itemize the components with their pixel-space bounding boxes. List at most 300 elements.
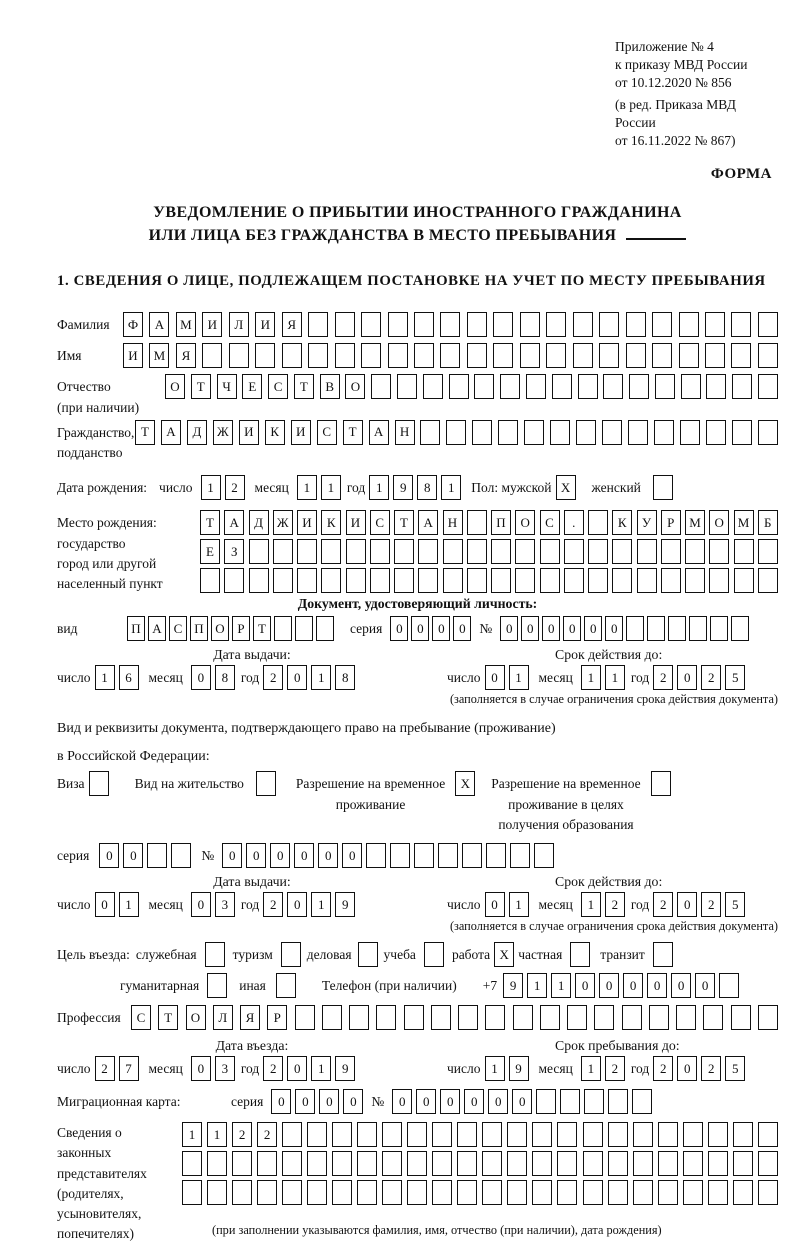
char-cell[interactable]: 1 [311,665,331,690]
char-cell[interactable] [440,343,460,368]
char-cell[interactable]: 2 [701,665,721,690]
char-cell[interactable] [467,312,487,337]
char-cell[interactable] [520,312,540,337]
char-cell[interactable] [658,1122,678,1147]
char-cell[interactable] [388,312,408,337]
char-cell[interactable]: 0 [584,616,602,641]
char-cell[interactable]: 0 [671,973,691,998]
char-cell[interactable] [390,843,410,868]
char-cell[interactable] [462,843,482,868]
char-cell[interactable]: 1 [441,475,461,500]
residence-permit-checkbox[interactable] [256,771,276,796]
char-cell[interactable] [458,1005,478,1030]
char-cell[interactable]: 0 [287,892,307,917]
char-cell[interactable] [202,343,222,368]
char-cell[interactable] [457,1180,477,1205]
char-cell[interactable] [491,539,511,564]
char-cell[interactable] [507,1180,527,1205]
char-cell[interactable]: С [131,1005,151,1030]
char-cell[interactable]: М [734,510,754,535]
char-cell[interactable]: 1 [605,665,625,690]
char-cell[interactable]: 1 [182,1122,202,1147]
char-cell[interactable] [394,568,414,593]
char-cell[interactable]: И [297,510,317,535]
char-cell[interactable]: 2 [701,892,721,917]
char-cell[interactable] [685,539,705,564]
char-cell[interactable] [407,1180,427,1205]
char-cell[interactable]: И [202,312,222,337]
char-cell[interactable]: 1 [369,475,389,500]
char-cell[interactable]: Р [267,1005,287,1030]
char-cell[interactable]: 1 [321,475,341,500]
male-checkbox[interactable]: X [556,475,576,500]
char-cell[interactable] [457,1122,477,1147]
char-cell[interactable]: С [370,510,390,535]
char-cell[interactable]: 0 [485,665,505,690]
char-cell[interactable]: 0 [343,1089,363,1114]
char-cell[interactable] [332,1180,352,1205]
char-cell[interactable]: О [165,374,185,399]
char-cell[interactable] [255,343,275,368]
char-cell[interactable]: 2 [605,1056,625,1081]
char-cell[interactable]: Д [249,510,269,535]
char-cell[interactable]: И [291,420,311,445]
char-cell[interactable] [515,539,535,564]
purpose-official-checkbox[interactable] [205,942,225,967]
char-cell[interactable] [602,420,622,445]
char-cell[interactable]: 0 [390,616,408,641]
char-cell[interactable] [357,1180,377,1205]
char-cell[interactable] [515,568,535,593]
char-cell[interactable] [705,343,725,368]
char-cell[interactable] [731,1005,751,1030]
char-cell[interactable]: Б [758,510,778,535]
char-cell[interactable]: 0 [677,1056,697,1081]
char-cell[interactable]: И [123,343,143,368]
char-cell[interactable] [282,1180,302,1205]
char-cell[interactable]: Ф [123,312,143,337]
char-cell[interactable]: 0 [512,1089,532,1114]
char-cell[interactable]: О [709,510,729,535]
char-cell[interactable]: Я [176,343,196,368]
purpose-tourism-checkbox[interactable] [281,942,301,967]
char-cell[interactable] [232,1151,252,1176]
char-cell[interactable] [229,343,249,368]
char-cell[interactable]: С [540,510,560,535]
char-cell[interactable] [567,1005,587,1030]
char-cell[interactable] [557,1151,577,1176]
char-cell[interactable] [661,568,681,593]
char-cell[interactable]: 0 [191,665,211,690]
char-cell[interactable] [443,539,463,564]
char-cell[interactable] [440,312,460,337]
char-cell[interactable] [282,1151,302,1176]
char-cell[interactable] [446,420,466,445]
char-cell[interactable] [307,1151,327,1176]
char-cell[interactable] [257,1151,277,1176]
char-cell[interactable] [357,1122,377,1147]
char-cell[interactable] [322,1005,342,1030]
char-cell[interactable]: 0 [222,843,242,868]
char-cell[interactable] [583,1122,603,1147]
char-cell[interactable] [486,843,506,868]
char-cell[interactable] [681,374,701,399]
char-cell[interactable] [273,539,293,564]
char-cell[interactable] [482,1122,502,1147]
char-cell[interactable] [182,1151,202,1176]
char-cell[interactable]: Т [343,420,363,445]
char-cell[interactable] [346,539,366,564]
char-cell[interactable] [599,343,619,368]
char-cell[interactable] [758,312,778,337]
char-cell[interactable] [652,312,672,337]
char-cell[interactable]: Л [229,312,249,337]
char-cell[interactable] [282,1122,302,1147]
char-cell[interactable]: 1 [119,892,139,917]
char-cell[interactable]: П [127,616,145,641]
char-cell[interactable] [732,374,752,399]
char-cell[interactable]: 0 [270,843,290,868]
char-cell[interactable] [668,616,686,641]
char-cell[interactable] [540,1005,560,1030]
char-cell[interactable] [249,568,269,593]
char-cell[interactable]: 0 [295,1089,315,1114]
char-cell[interactable] [758,568,778,593]
char-cell[interactable]: О [515,510,535,535]
char-cell[interactable]: 0 [294,843,314,868]
char-cell[interactable] [557,1122,577,1147]
visa-checkbox[interactable] [89,771,109,796]
char-cell[interactable] [532,1180,552,1205]
char-cell[interactable] [182,1180,202,1205]
char-cell[interactable]: 2 [653,892,673,917]
char-cell[interactable]: И [255,312,275,337]
char-cell[interactable]: 0 [191,892,211,917]
char-cell[interactable]: 1 [297,475,317,500]
char-cell[interactable]: И [239,420,259,445]
char-cell[interactable]: Я [240,1005,260,1030]
char-cell[interactable] [414,343,434,368]
char-cell[interactable] [361,312,381,337]
char-cell[interactable]: 2 [257,1122,277,1147]
char-cell[interactable]: 0 [623,973,643,998]
char-cell[interactable] [676,1005,696,1030]
char-cell[interactable] [758,1005,778,1030]
char-cell[interactable] [443,568,463,593]
char-cell[interactable] [467,539,487,564]
char-cell[interactable] [608,1089,628,1114]
char-cell[interactable] [683,1122,703,1147]
char-cell[interactable]: 1 [311,1056,331,1081]
char-cell[interactable] [472,420,492,445]
char-cell[interactable] [376,1005,396,1030]
char-cell[interactable] [588,510,608,535]
char-cell[interactable] [626,616,644,641]
char-cell[interactable] [431,1005,451,1030]
char-cell[interactable] [438,843,458,868]
char-cell[interactable]: У [637,510,657,535]
char-cell[interactable]: А [369,420,389,445]
char-cell[interactable]: Е [242,374,262,399]
char-cell[interactable] [500,374,520,399]
char-cell[interactable] [637,568,657,593]
char-cell[interactable] [407,1151,427,1176]
char-cell[interactable] [485,1005,505,1030]
char-cell[interactable] [652,343,672,368]
char-cell[interactable]: Т [135,420,155,445]
char-cell[interactable]: Ч [217,374,237,399]
char-cell[interactable]: 0 [318,843,338,868]
char-cell[interactable] [335,312,355,337]
char-cell[interactable] [584,1089,604,1114]
char-cell[interactable] [297,539,317,564]
char-cell[interactable]: 0 [500,616,518,641]
char-cell[interactable] [297,568,317,593]
char-cell[interactable]: 0 [563,616,581,641]
char-cell[interactable] [414,843,434,868]
char-cell[interactable]: Т [191,374,211,399]
char-cell[interactable] [418,539,438,564]
char-cell[interactable]: 0 [677,892,697,917]
char-cell[interactable]: О [186,1005,206,1030]
char-cell[interactable] [491,568,511,593]
char-cell[interactable] [546,312,566,337]
char-cell[interactable]: 2 [701,1056,721,1081]
char-cell[interactable]: Л [213,1005,233,1030]
char-cell[interactable]: 2 [225,475,245,500]
char-cell[interactable]: 0 [432,616,450,641]
temp-res-checkbox[interactable]: X [455,771,475,796]
char-cell[interactable] [332,1122,352,1147]
char-cell[interactable] [608,1151,628,1176]
char-cell[interactable] [709,568,729,593]
char-cell[interactable]: Т [294,374,314,399]
char-cell[interactable]: 5 [725,892,745,917]
char-cell[interactable] [524,420,544,445]
char-cell[interactable]: 2 [95,1056,115,1081]
char-cell[interactable]: 0 [599,973,619,998]
char-cell[interactable] [557,1180,577,1205]
char-cell[interactable] [583,1151,603,1176]
char-cell[interactable]: 0 [99,843,119,868]
char-cell[interactable] [706,420,726,445]
purpose-humanitarian-checkbox[interactable] [207,973,227,998]
char-cell[interactable]: Д [187,420,207,445]
char-cell[interactable] [147,843,167,868]
char-cell[interactable] [733,1180,753,1205]
char-cell[interactable]: 0 [695,973,715,998]
char-cell[interactable]: 2 [232,1122,252,1147]
female-checkbox[interactable] [653,475,673,500]
char-cell[interactable] [507,1151,527,1176]
char-cell[interactable]: 1 [201,475,221,500]
char-cell[interactable]: Т [394,510,414,535]
char-cell[interactable]: 0 [123,843,143,868]
char-cell[interactable]: А [418,510,438,535]
purpose-private-checkbox[interactable] [570,942,590,967]
char-cell[interactable]: 0 [485,892,505,917]
char-cell[interactable]: 1 [527,973,547,998]
char-cell[interactable] [576,420,596,445]
char-cell[interactable] [680,420,700,445]
char-cell[interactable]: 1 [509,892,529,917]
char-cell[interactable] [432,1122,452,1147]
char-cell[interactable] [758,1151,778,1176]
char-cell[interactable] [507,1122,527,1147]
char-cell[interactable] [432,1151,452,1176]
char-cell[interactable]: Ж [213,420,233,445]
char-cell[interactable] [370,568,390,593]
char-cell[interactable]: Т [200,510,220,535]
char-cell[interactable]: 9 [335,1056,355,1081]
char-cell[interactable]: 0 [605,616,623,641]
char-cell[interactable] [708,1122,728,1147]
purpose-other-checkbox[interactable] [276,973,296,998]
char-cell[interactable]: Е [200,539,220,564]
char-cell[interactable] [683,1151,703,1176]
char-cell[interactable] [382,1180,402,1205]
char-cell[interactable]: 2 [263,665,283,690]
char-cell[interactable] [626,312,646,337]
char-cell[interactable]: О [345,374,365,399]
char-cell[interactable] [432,1180,452,1205]
char-cell[interactable] [612,539,632,564]
char-cell[interactable]: А [149,312,169,337]
char-cell[interactable] [532,1151,552,1176]
char-cell[interactable]: 1 [581,1056,601,1081]
char-cell[interactable]: С [268,374,288,399]
char-cell[interactable]: А [161,420,181,445]
char-cell[interactable] [703,1005,723,1030]
char-cell[interactable] [482,1180,502,1205]
char-cell[interactable] [282,343,302,368]
char-cell[interactable]: 0 [287,665,307,690]
char-cell[interactable] [536,1089,556,1114]
char-cell[interactable] [705,312,725,337]
char-cell[interactable]: М [149,343,169,368]
char-cell[interactable]: О [211,616,229,641]
char-cell[interactable]: 8 [215,665,235,690]
char-cell[interactable]: 0 [342,843,362,868]
char-cell[interactable]: 1 [95,665,115,690]
char-cell[interactable] [658,1151,678,1176]
char-cell[interactable]: М [685,510,705,535]
char-cell[interactable] [295,616,313,641]
char-cell[interactable]: 0 [392,1089,412,1114]
char-cell[interactable] [689,616,707,641]
char-cell[interactable] [482,1151,502,1176]
char-cell[interactable] [467,343,487,368]
char-cell[interactable] [683,1180,703,1205]
char-cell[interactable]: 1 [485,1056,505,1081]
char-cell[interactable] [633,1122,653,1147]
char-cell[interactable] [733,1151,753,1176]
char-cell[interactable] [382,1122,402,1147]
char-cell[interactable] [658,1180,678,1205]
char-cell[interactable]: Р [232,616,250,641]
char-cell[interactable] [632,1089,652,1114]
char-cell[interactable]: И [346,510,366,535]
char-cell[interactable] [308,312,328,337]
char-cell[interactable] [457,1151,477,1176]
char-cell[interactable] [588,568,608,593]
char-cell[interactable] [654,420,674,445]
char-cell[interactable] [708,1151,728,1176]
char-cell[interactable]: 0 [287,1056,307,1081]
char-cell[interactable] [361,343,381,368]
char-cell[interactable]: К [612,510,632,535]
char-cell[interactable]: Р [661,510,681,535]
char-cell[interactable] [418,568,438,593]
char-cell[interactable] [321,568,341,593]
char-cell[interactable]: 3 [215,892,235,917]
char-cell[interactable] [578,374,598,399]
char-cell[interactable] [629,374,649,399]
char-cell[interactable] [335,343,355,368]
char-cell[interactable] [388,343,408,368]
char-cell[interactable] [546,343,566,368]
char-cell[interactable] [493,343,513,368]
char-cell[interactable] [731,312,751,337]
char-cell[interactable] [758,1122,778,1147]
char-cell[interactable] [758,343,778,368]
char-cell[interactable] [661,539,681,564]
char-cell[interactable] [346,568,366,593]
char-cell[interactable] [637,539,657,564]
char-cell[interactable]: Т [253,616,271,641]
char-cell[interactable] [513,1005,533,1030]
char-cell[interactable] [207,1180,227,1205]
char-cell[interactable] [758,420,778,445]
char-cell[interactable] [308,343,328,368]
char-cell[interactable]: П [491,510,511,535]
char-cell[interactable]: С [169,616,187,641]
char-cell[interactable]: 0 [191,1056,211,1081]
char-cell[interactable] [734,539,754,564]
char-cell[interactable] [710,616,728,641]
char-cell[interactable] [474,374,494,399]
char-cell[interactable] [706,374,726,399]
char-cell[interactable]: 9 [503,973,523,998]
char-cell[interactable]: 1 [509,665,529,690]
char-cell[interactable]: 2 [263,892,283,917]
char-cell[interactable]: 1 [207,1122,227,1147]
char-cell[interactable] [719,973,739,998]
char-cell[interactable]: 0 [411,616,429,641]
char-cell[interactable]: К [321,510,341,535]
char-cell[interactable]: 2 [653,665,673,690]
char-cell[interactable] [550,420,570,445]
char-cell[interactable]: 6 [119,665,139,690]
char-cell[interactable]: 1 [311,892,331,917]
char-cell[interactable] [366,843,386,868]
char-cell[interactable] [633,1180,653,1205]
char-cell[interactable] [731,616,749,641]
char-cell[interactable]: 2 [263,1056,283,1081]
char-cell[interactable] [332,1151,352,1176]
char-cell[interactable] [733,1122,753,1147]
char-cell[interactable] [200,568,220,593]
char-cell[interactable]: 5 [725,665,745,690]
char-cell[interactable] [467,568,487,593]
char-cell[interactable]: С [317,420,337,445]
purpose-study-checkbox[interactable] [424,942,444,967]
char-cell[interactable]: Ж [273,510,293,535]
char-cell[interactable] [224,568,244,593]
char-cell[interactable] [564,568,584,593]
char-cell[interactable] [603,374,623,399]
char-cell[interactable]: П [190,616,208,641]
